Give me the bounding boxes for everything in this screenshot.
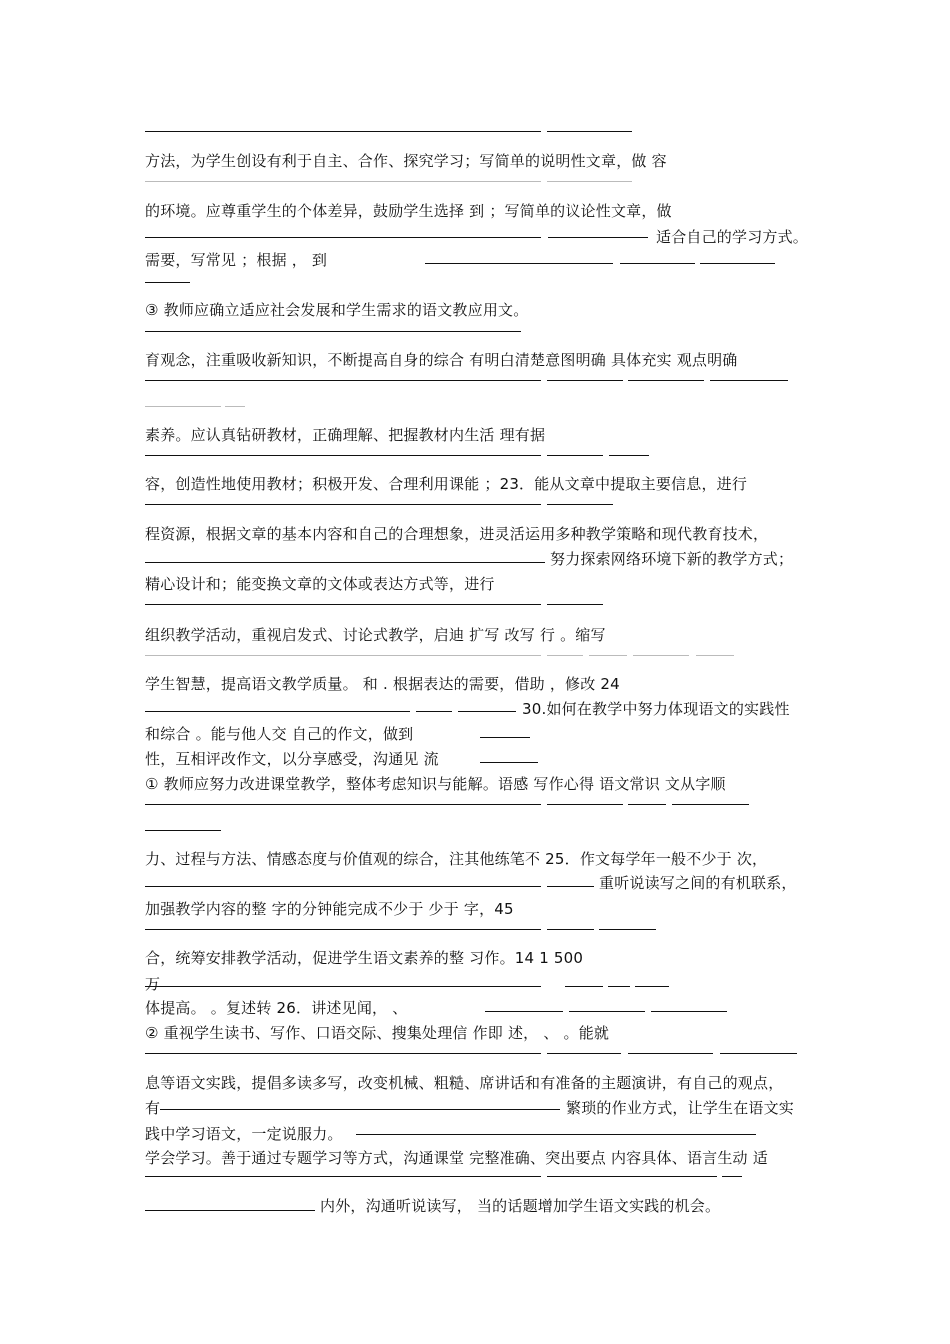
- rule: [160, 1109, 560, 1110]
- text-line: 组织教学活动，重视启发式、讨论式教学，启迪 扩写 改写 行 。缩写: [145, 626, 606, 644]
- text-line: 30.如何在教学中努力体现语文的实践性: [522, 700, 790, 718]
- rule: [458, 711, 516, 712]
- text-line: 和综合 。能与他人交 自己的作文，做到: [145, 725, 414, 743]
- rule: [608, 986, 630, 987]
- rule: [145, 655, 541, 656]
- rule: [547, 181, 632, 182]
- rule: [547, 131, 632, 132]
- rule: [696, 655, 734, 656]
- rule: [547, 504, 613, 505]
- rule: [547, 804, 623, 805]
- rule: [480, 737, 530, 738]
- rule: [609, 455, 649, 456]
- rule: [145, 282, 190, 283]
- text-line: 繁琐的作业方式，让学生在语文实: [566, 1099, 795, 1117]
- text-line: 万: [145, 975, 161, 993]
- rule: [722, 1176, 742, 1177]
- rule: [145, 604, 541, 605]
- rule: [145, 804, 541, 805]
- rule: [145, 929, 541, 930]
- rule: [565, 986, 603, 987]
- text-line: 精心设计和；能变换文章的文体或表达方式等，进行: [145, 575, 495, 593]
- rule: [635, 986, 669, 987]
- text-line: 程资源，根据文章的基本内容和自己的合理想象，进灵活运用多种教学策略和现代教育技术，: [145, 525, 769, 543]
- rule: [145, 1210, 315, 1211]
- rule: [547, 655, 583, 656]
- rule: [145, 380, 541, 381]
- rule: [145, 406, 221, 407]
- text-line: ① 教师应努力改进课堂教学，整体考虑知识与能解。语感 写作心得 语文常识 文从字顺: [145, 775, 726, 793]
- rule: [547, 604, 603, 605]
- text-line: 方法，为学生创设有利于自主、合作、探究学习；写简单的说明性文章，做 容: [145, 152, 667, 170]
- rule: [145, 1176, 541, 1177]
- text-line: 容，创造性地使用教材；积极开发、合理利用课能 ；23．能从文章中提取主要信息，进行: [145, 475, 748, 493]
- rule: [547, 380, 623, 381]
- rule: [710, 380, 788, 381]
- rule: [651, 1011, 727, 1012]
- text-line: 重听说读写之间的有机联系，: [599, 874, 797, 892]
- rule: [599, 929, 656, 930]
- text-line: 性，互相评改作文，以分享感受，沟通见 流: [145, 750, 439, 768]
- text-line: 需要，写常见 ；根据 ， 到: [145, 251, 328, 269]
- rule: [548, 237, 648, 238]
- rule: [700, 263, 775, 264]
- rule: [633, 655, 689, 656]
- rule: [145, 331, 521, 332]
- text-line: 力、过程与方法、情感态度与价值观的综合，注其他练笔不 25．作文每学年一般不少于 次，: [145, 850, 768, 868]
- rule: [145, 1053, 541, 1054]
- rule: [547, 886, 594, 887]
- text-line: 体提高。 。复述转 26．讲述见闻， 、: [145, 999, 408, 1017]
- rule: [145, 504, 541, 505]
- text-line: 学生智慧，提高语文教学质量。 和 . 根据表达的需要，借助 ，修改 24: [145, 675, 620, 693]
- rule: [620, 263, 695, 264]
- text-line: 学会学习。善于通过专题学习等方式，沟通课堂 完整准确、突出要点 内容具体、语言生动 适: [145, 1149, 768, 1167]
- text-line: 合，统筹安排教学活动，促进学生语文素养的整 习作。14 1 500: [145, 949, 584, 967]
- rule: [145, 830, 221, 831]
- text-line: ③ 教师应确立适应社会发展和学生需求的语文教应用文。: [145, 301, 529, 319]
- rule: [547, 1176, 717, 1177]
- rule: [628, 804, 666, 805]
- rule: [569, 1011, 645, 1012]
- rule: [628, 1053, 713, 1054]
- rule: [720, 1053, 797, 1054]
- rule: [145, 181, 541, 182]
- rule: [145, 455, 541, 456]
- rule: [425, 263, 613, 264]
- rule: [547, 929, 594, 930]
- rule: [628, 380, 704, 381]
- text-line: 践中学习语文，一定说服力。: [145, 1125, 343, 1143]
- text-line: 育观念，注重吸收新知识，不断提高自身的综合 有明白清楚意图明确 具体充实 观点明确: [145, 351, 738, 369]
- rule: [485, 1011, 563, 1012]
- text-line: 内外，沟通听说读写， 当的话题增加学生语文实践的机会。: [320, 1197, 721, 1215]
- rule: [145, 562, 545, 563]
- rule: [145, 237, 541, 238]
- text-line: 适合自己的学习方式。: [656, 228, 809, 246]
- text-line: 有: [145, 1099, 161, 1117]
- rule: [145, 886, 541, 887]
- rule: [356, 1134, 756, 1135]
- text-line: 加强教学内容的整 字的分钟能完成不少于 少于 字，45: [145, 900, 514, 918]
- rule: [145, 131, 541, 132]
- rule: [547, 1053, 621, 1054]
- text-line: 息等语文实践，提倡多读多写，改变机械、粗糙、席讲话和有准备的主题演讲，有自己的观点，: [145, 1074, 784, 1092]
- rule: [589, 655, 627, 656]
- rule: [672, 804, 749, 805]
- text-line: 的环境。应尊重学生的个体差异，鼓励学生选择 到 ；写简单的议论性文章，做: [145, 202, 672, 220]
- text-line: ② 重视学生读书、写作、口语交际、搜集处理信 作即 述， 、 。能就: [145, 1024, 610, 1042]
- rule: [225, 406, 245, 407]
- rule: [145, 986, 541, 987]
- rule: [547, 455, 603, 456]
- text-line: 素养。应认真钻研教材，正确理解、把握教材内生活 理有据: [145, 426, 546, 444]
- rule: [145, 711, 410, 712]
- rule: [416, 711, 452, 712]
- text-line: 努力探索网络环境下新的教学方式；: [550, 550, 794, 568]
- rule: [480, 762, 538, 763]
